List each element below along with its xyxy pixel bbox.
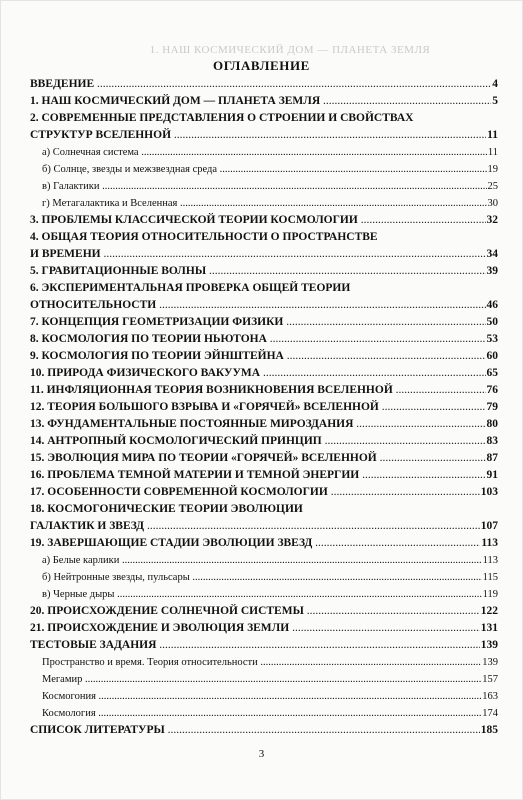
toc-entry-4-line2: И ВРЕМЕНИ ..... bbox=[30, 246, 486, 263]
toc-entry-2-line1: 2. СОВРЕМЕННЫЕ ПРЕДСТАВЛЕНИЯ О СТРОЕНИИ И СВОЙСТВАХ bbox=[30, 112, 414, 124]
toc-entry-16[interactable]: 16. ПРОБЛЕМА ТЕМНОЙ МАТЕРИИ И ТЕМНОЙ ЭНЕРГИИ ..... 91 bbox=[30, 467, 498, 484]
toc-subentry-2b[interactable]: б) Солнце, звезды и межзвездная среда ..... 19 bbox=[30, 161, 498, 178]
toc-title: ОГЛАВЛЕНИЕ bbox=[213, 58, 310, 73]
toc-subentry-2a[interactable]: а) Солнечная система ..... 11 bbox=[30, 144, 498, 161]
toc-entry-15[interactable]: 15. ЭВОЛЮЦИЯ МИРА ПО ТЕОРИИ «ГОРЯЧЕЙ» ВСЕЛЕННОЙ ..... 87 bbox=[30, 450, 498, 467]
toc-entry-21[interactable]: 21. ПРОИСХОЖДЕНИЕ И ЭВОЛЮЦИЯ ЗЕМЛИ ..... 131 bbox=[30, 620, 498, 637]
toc-entry-2-line2: СТРУКТУР ВСЕЛЕННОЙ ..... bbox=[30, 127, 486, 144]
toc-subentry-19c[interactable]: в) Черные дыры ..... 119 bbox=[30, 586, 498, 603]
toc-entry-4[interactable]: 4. ОБЩАЯ ТЕОРИЯ ОТНОСИТЕЛЬНОСТИ О ПРОСТРАНСТВЕ И ВРЕМЕНИ ..... 34 bbox=[30, 229, 498, 263]
toc-entry-5[interactable]: 5. ГРАВИТАЦИОННЫЕ ВОЛНЫ ..... 39 bbox=[30, 263, 498, 280]
toc-entry-19[interactable]: 19. ЗАВЕРШАЮЩИЕ СТАДИИ ЭВОЛЮЦИИ ЗВЕЗД ..... 113 bbox=[30, 535, 498, 552]
toc-entry-11[interactable]: 11. ИНФЛЯЦИОННАЯ ТЕОРИЯ ВОЗНИКНОВЕНИЯ ВСЕЛЕННОЙ ..... 76 bbox=[30, 382, 498, 399]
toc-entry-18-line2: ГАЛАКТИК И ЗВЕЗД ..... bbox=[30, 518, 480, 535]
toc-entry-references[interactable]: СПИСОК ЛИТЕРАТУРЫ ..... 185 bbox=[30, 722, 498, 739]
toc-entry-20[interactable]: 20. ПРОИСХОЖДЕНИЕ СОЛНЕЧНОЙ СИСТЕМЫ ..... 122 bbox=[30, 603, 498, 620]
toc-entry-introduction[interactable]: ВВЕДЕНИЕ ..... 4 bbox=[30, 76, 498, 93]
toc-entry-1[interactable]: 1. НАШ КОСМИЧЕСКИЙ ДОМ — ПЛАНЕТА ЗЕМЛЯ ..... 5 bbox=[30, 93, 498, 110]
toc-entry-3[interactable]: 3. ПРОБЛЕМЫ КЛАССИЧЕСКОЙ ТЕОРИИ КОСМОЛОГИИ ..... 32 bbox=[30, 212, 498, 229]
toc-entry-14[interactable]: 14. АНТРОПНЫЙ КОСМОЛОГИЧЕСКИЙ ПРИНЦИП ..... 83 bbox=[30, 433, 498, 450]
toc-subentry-tests-megamir[interactable]: Мегамир ..... 157 bbox=[30, 671, 498, 688]
toc-entry-18-line1: 18. КОСМОГОНИЧЕСКИЕ ТЕОРИИ ЭВОЛЮЦИИ bbox=[30, 503, 303, 515]
toc-entry-6-line2: ОТНОСИТЕЛЬНОСТИ ..... bbox=[30, 297, 486, 314]
toc-entry-8[interactable]: 8. КОСМОЛОГИЯ ПО ТЕОРИИ НЬЮТОНА ..... 53 bbox=[30, 331, 498, 348]
toc-subentry-tests-cosmology[interactable]: Космология ..... 174 bbox=[30, 705, 498, 722]
toc-entry-2[interactable]: 2. СОВРЕМЕННЫЕ ПРЕДСТАВЛЕНИЯ О СТРОЕНИИ И СВОЙСТВАХ СТРУКТУР ВСЕЛЕННОЙ ..... 11 bbox=[30, 110, 498, 144]
toc-entry-13[interactable]: 13. ФУНДАМЕНТАЛЬНЫЕ ПОСТОЯННЫЕ МИРОЗДАНИЯ ..... 80 bbox=[30, 416, 498, 433]
toc-entry-12[interactable]: 12. ТЕОРИЯ БОЛЬШОГО ВЗРЫВА И «ГОРЯЧЕЙ» ВСЕЛЕННОЙ ..... 79 bbox=[30, 399, 498, 416]
toc-entry-6-line1: 6. ЭКСПЕРИМЕНТАЛЬНАЯ ПРОВЕРКА ОБЩЕЙ ТЕОРИИ bbox=[30, 282, 351, 294]
toc-entry-7[interactable]: 7. КОНЦЕПЦИЯ ГЕОМЕТРИЗАЦИИ ФИЗИКИ ..... 50 bbox=[30, 314, 498, 331]
toc-entry-17[interactable]: 17. ОСОБЕННОСТИ СОВРЕМЕННОЙ КОСМОЛОГИИ ..... 103 bbox=[30, 484, 498, 501]
toc-subentry-2c[interactable]: в) Галактики ..... 25 bbox=[30, 178, 498, 195]
toc-subentry-2d[interactable]: г) Метагалактика и Вселенная ..... 30 bbox=[30, 195, 498, 212]
toc-subentry-tests-space-time[interactable]: Пространство и время. Теория относительности ..... 139 bbox=[30, 654, 498, 671]
toc-subentry-19a[interactable]: а) Белые карлики ..... 113 bbox=[30, 552, 498, 569]
toc-entry-6[interactable]: 6. ЭКСПЕРИМЕНТАЛЬНАЯ ПРОВЕРКА ОБЩЕЙ ТЕОРИИ ОТНОСИТЕЛЬНОСТИ ..... 46 bbox=[30, 280, 498, 314]
toc-subentry-19b[interactable]: б) Нейтронные звезды, пульсары ..... 115 bbox=[30, 569, 498, 586]
bleed-through-text: 1. НАШ КОСМИЧЕСКИЙ ДОМ — ПЛАНЕТА ЗЕМЛЯ bbox=[149, 44, 431, 56]
toc-subentry-tests-cosmogony[interactable]: Космогония ..... 163 bbox=[30, 688, 498, 705]
toc-entry-tests[interactable]: ТЕСТОВЫЕ ЗАДАНИЯ ..... 139 bbox=[30, 637, 498, 654]
table-of-contents bbox=[30, 76, 498, 739]
toc-entry-18[interactable]: 18. КОСМОГОНИЧЕСКИЕ ТЕОРИИ ЭВОЛЮЦИИ ГАЛАКТИК И ЗВЕЗД ..... 107 bbox=[30, 501, 498, 535]
toc-entry-9[interactable]: 9. КОСМОЛОГИЯ ПО ТЕОРИИ ЭЙНШТЕЙНА ..... 60 bbox=[30, 348, 498, 365]
page-number: 3 bbox=[258, 748, 265, 760]
toc-entry-4-line1: 4. ОБЩАЯ ТЕОРИЯ ОТНОСИТЕЛЬНОСТИ О ПРОСТРАНСТВЕ bbox=[30, 231, 378, 243]
toc-entry-10[interactable]: 10. ПРИРОДА ФИЗИЧЕСКОГО ВАКУУМА ..... 65 bbox=[30, 365, 498, 382]
